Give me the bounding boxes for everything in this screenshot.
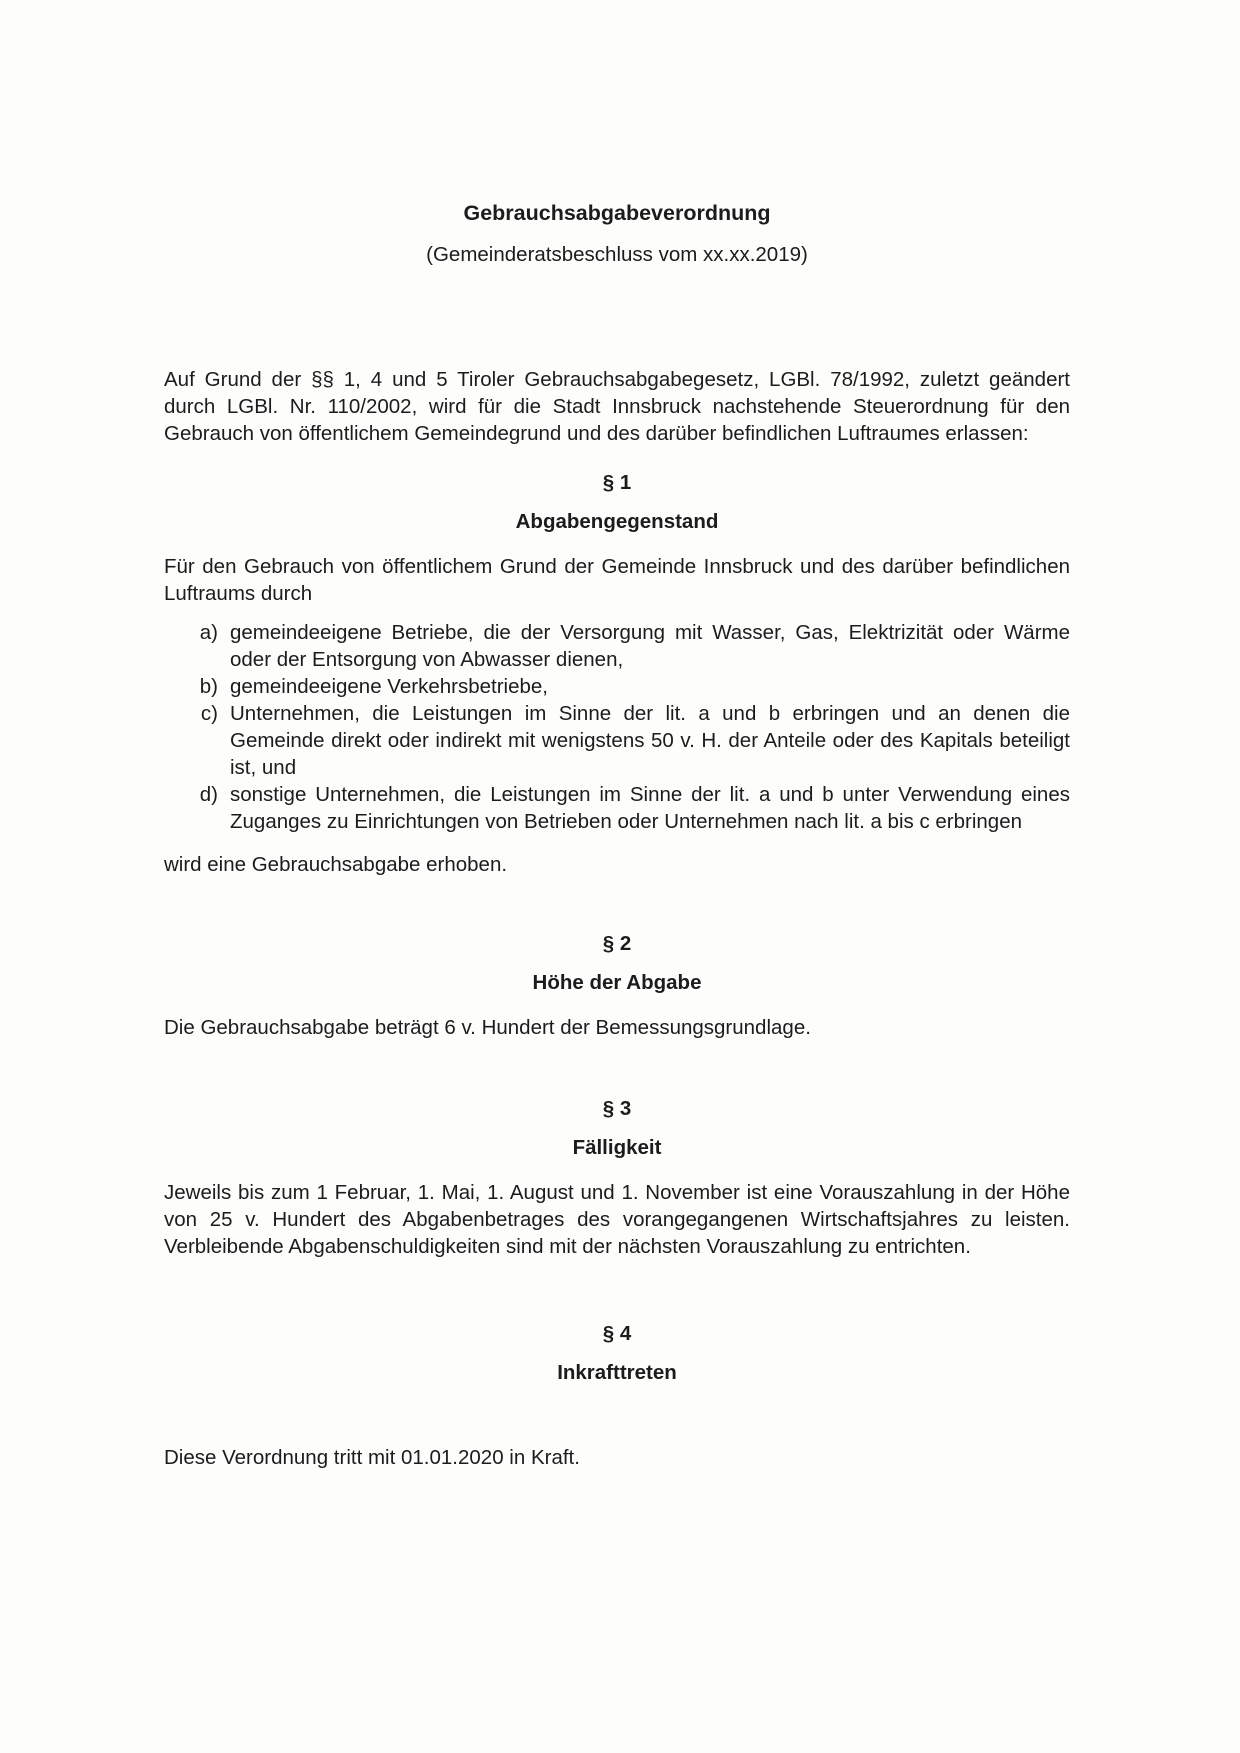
section-2-heading: Höhe der Abgabe <box>532 971 702 994</box>
document-subtitle: (Gemeinderatsbeschluss vom xx.xx.2019) <box>426 243 808 266</box>
section-1-text: Für den Gebrauch von öffentlichem Grund der Gemeinde Innsbruck und des darüber befindlichen Luftraums durch <box>164 555 1070 605</box>
section-3-heading: Fälligkeit <box>572 1136 662 1159</box>
section-1-list <box>164 619 1070 835</box>
list-item-text: sonstige Unternehmen, die Leistungen im Sinne der lit. a und b unter Verwendung eines Zuganges zu Einrichtungen von Betrieben oder Unternehmen nach lit. a bis c erbringen <box>230 783 1070 833</box>
list-item-text: Unternehmen, die Leistungen im Sinne der lit. a und b erbringen und an denen die Gemeinde direkt oder indirekt mit wenigstens 50 v. H. der Anteile oder des Kapitals beteiligt ist, und <box>230 702 1070 779</box>
section-4-text: Diese Verordnung tritt mit 01.01.2020 in Kraft. <box>164 1446 580 1469</box>
document-body <box>164 200 1070 1471</box>
list-item-label: b) <box>199 675 218 698</box>
section-4-number: § 4 <box>602 1322 632 1345</box>
section-4-heading: Inkrafttreten <box>557 1361 677 1384</box>
list-item-label: a) <box>199 621 218 644</box>
list-item-text: gemeindeeigene Betriebe, die der Versorgung mit Wasser, Gas, Elektrizität oder Wärme oder der Entsorgung von Abwasser dienen, <box>230 621 1070 671</box>
section-1-closing: wird eine Gebrauchsabgabe erhoben. <box>164 853 508 876</box>
section-1-number: § 1 <box>602 471 632 494</box>
list-item-label: d) <box>199 783 218 806</box>
section-1-heading: Abgabengegenstand <box>515 510 719 533</box>
list-item-text: gemeindeeigene Verkehrsbetriebe, <box>230 675 548 698</box>
section-2-number: § 2 <box>602 932 632 955</box>
list-item <box>164 700 1070 781</box>
list-item <box>164 781 1070 835</box>
section-3-text: Jeweils bis zum 1 Februar, 1. Mai, 1. August und 1. November ist eine Vorauszahlung in der Höhe von 25 v. Hundert des Abgabenbetrages des vorangegangenen Wirtschaftsjahres zu leisten. Verbleibende Abgabenschuldigkeiten sind mit der nächsten Vorauszahlung zu entrichten. <box>164 1181 1070 1258</box>
section-2-text: Die Gebrauchsabgabe beträgt 6 v. Hundert der Bemessungsgrundlage. <box>164 1016 811 1039</box>
list-item <box>164 619 1070 673</box>
document-title: Gebrauchsabgabeverordnung <box>463 201 771 225</box>
section-3-number: § 3 <box>602 1097 632 1120</box>
intro-paragraph: Auf Grund der §§ 1, 4 und 5 Tiroler Gebrauchsabgabegesetz, LGBl. 78/1992, zuletzt geändert durch LGBl. Nr. 110/2002, wird für die Stadt Innsbruck nachstehende Steuerordnung für den Gebrauch von öffentlichem Gemeindegrund und des darüber befindlichen Luftraumes erlassen: <box>164 368 1070 445</box>
list-item <box>164 673 1070 700</box>
list-item-label: c) <box>200 702 218 725</box>
